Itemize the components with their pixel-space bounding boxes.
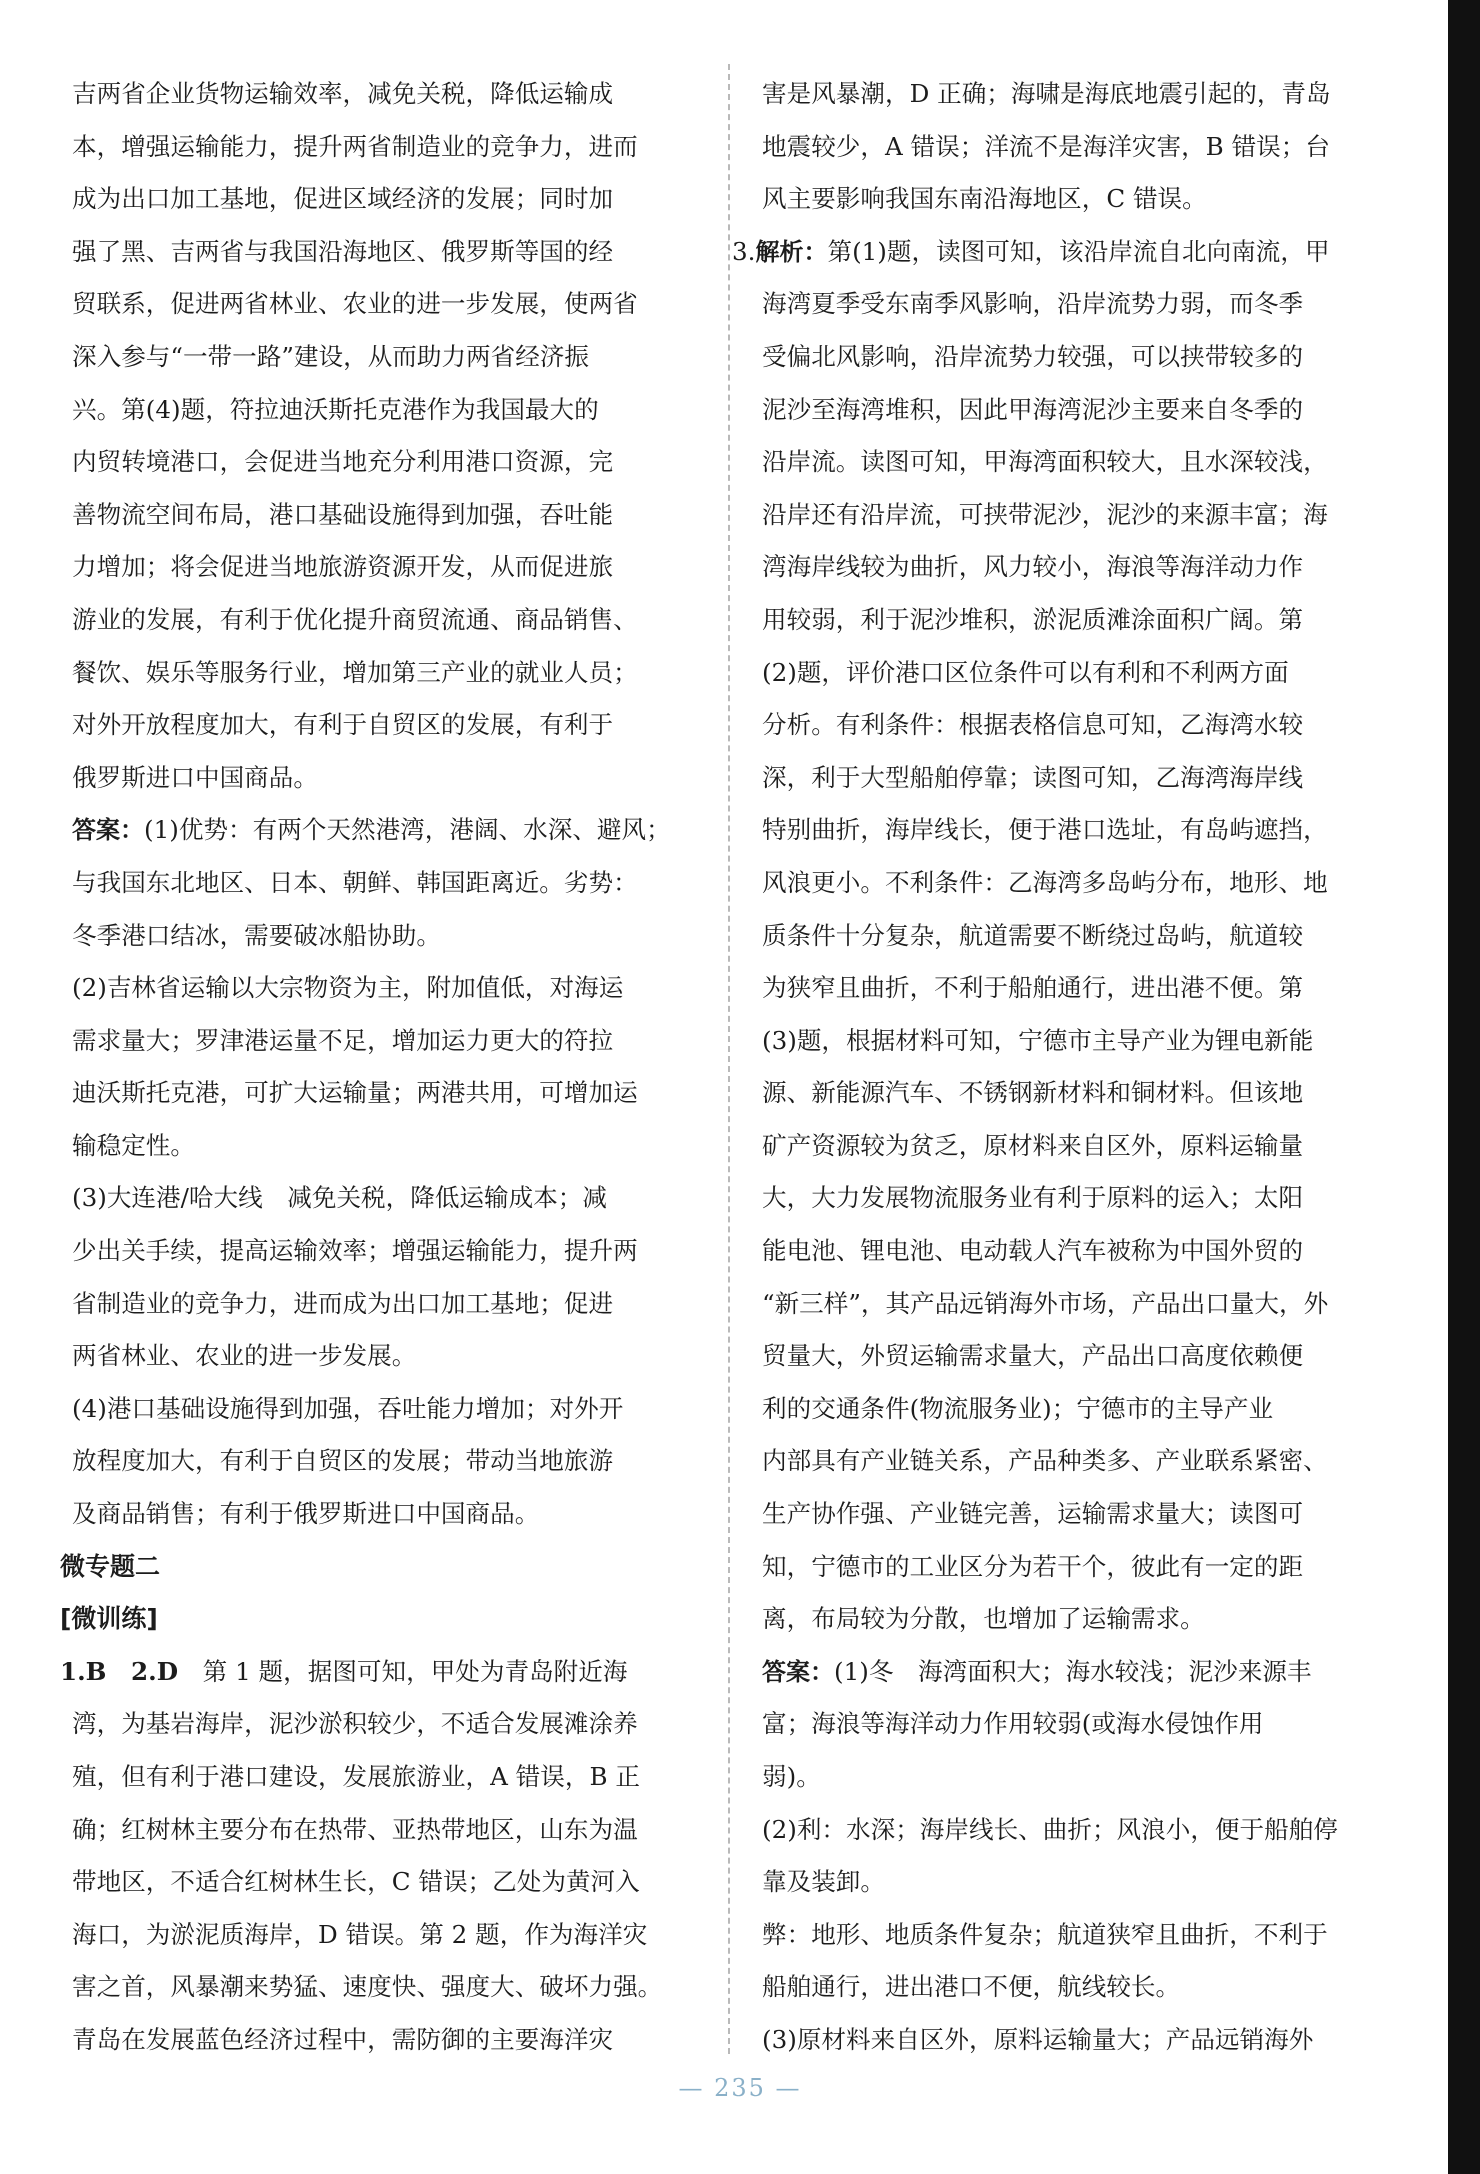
text-line: 贸量大，外贸运输需求量大，产品出口高度依赖便: [762, 1341, 1304, 1371]
text-line: 两省林业、农业的进一步发展。: [72, 1341, 417, 1371]
question-line: [60, 1646, 692, 1699]
text-line: 质条件十分复杂，航道需要不断绕过岛屿，航道较: [762, 920, 1304, 950]
text-line: 餐饮、娱乐等服务行业，增加第三产业的就业人员；: [72, 657, 638, 687]
text-line: 内贸转境港口，会促进当地充分利用港口资源，完: [72, 447, 614, 477]
text-line: 富；海浪等海洋动力作用较弱(或海水侵蚀作用: [762, 1709, 1264, 1739]
page-number-footer: [0, 2074, 1480, 2102]
text-line: 海湾夏季受东南季风影响，沿岸流势力弱，而冬季: [762, 289, 1304, 319]
right-column: [732, 68, 1378, 2067]
text-line: 沿岸流。读图可知，甲海湾面积较大，且水深较浅，: [762, 447, 1328, 477]
analysis-text: 第(1)题，读图可知，该沿岸流自北向南流，甲: [827, 236, 1330, 266]
text-line: (2)题，评价港口区位条件可以有利和不利两方面: [762, 657, 1289, 687]
text-line: 弱)。: [762, 1762, 821, 1791]
text-line: 强了黑、吉两省与我国沿海地区、俄罗斯等国的经: [72, 236, 614, 266]
text-line: 本，增强运输能力，提升两省制造业的竞争力，进而: [72, 131, 638, 161]
text-line: 特别曲折，海岸线长，便于港口选址，有岛屿遮挡，: [762, 815, 1328, 845]
text-line: (3)原材料来自区外，原料运输量大；产品远销海外: [762, 2024, 1314, 2054]
text-line: 分析。有利条件：根据表格信息可知，乙海湾水较: [762, 710, 1304, 740]
text-line: 殖，但有利于港口建设，发展旅游业，A 错误，B 正: [72, 1762, 640, 1791]
text-line: 省制造业的竞争力，进而成为出口加工基地；促进: [72, 1288, 614, 1318]
text-line: 地震较少，A 错误；洋流不是海洋灾害，B 错误；台: [762, 131, 1330, 161]
text-line: 游业的发展，有利于优化提升商贸流通、商品销售、: [72, 604, 638, 634]
text-line: 海口，为淤泥质海岸，D 错误。第 2 题，作为海洋灾: [72, 1919, 648, 1949]
text-line: 风浪更小。不利条件：乙海湾多岛屿分布，地形、地: [762, 867, 1328, 897]
text-line: 用较弱，利于泥沙堆积，淤泥质滩涂面积广阔。第: [762, 604, 1304, 634]
text-line: (3)大连港/哈大线 减免关税，降低运输成本；减: [72, 1183, 607, 1213]
text-line: 与我国东北地区、日本、朝鲜、韩国距离近。劣势：: [72, 867, 638, 897]
text-line: 放程度加大，有利于自贸区的发展；带动当地旅游: [72, 1446, 614, 1476]
analysis-label: 解析：: [755, 237, 828, 266]
text-line: (2)吉林省运输以大宗物资为主，附加值低，对海运: [72, 973, 624, 1003]
text-line: 成为出口加工基地，促进区域经济的发展；同时加: [72, 184, 614, 214]
text-line: (2)利：水深；海岸线长、曲折；风浪小，便于船舶停: [762, 1814, 1338, 1844]
left-column: [60, 68, 692, 2067]
text-line: 力增加；将会促进当地旅游资源开发，从而促进旅: [72, 552, 614, 582]
page-dash-left: —: [678, 2074, 705, 2102]
text-line: 受偏北风影响，沿岸流势力较强，可以挟带较多的: [762, 341, 1304, 371]
text-line: 知，宁德市的工业区分为若干个，彼此有一定的距: [762, 1551, 1304, 1581]
scan-edge-border: [1448, 0, 1480, 2174]
text-line: 害之首，风暴潮来势猛、速度快、强度大、破坏力强。: [72, 1972, 663, 2002]
answer-text: (1)冬 海湾面积大；海水较浅；泥沙来源丰: [834, 1656, 1312, 1686]
answer-text: (1)优势：有两个天然港湾，港阔、水深、避风；: [144, 815, 671, 845]
text-line: 贸联系，促进两省林业、农业的进一步发展，使两省: [72, 289, 638, 319]
text-line: 弊：地形、地质条件复杂；航道狭窄且曲折，不利于: [762, 1919, 1328, 1949]
text-line: 矿产资源较为贫乏，原材料来自区外，原料运输量: [762, 1130, 1304, 1160]
text-line: 带地区，不适合红树林生长，C 错误；乙处为黄河入: [72, 1867, 640, 1897]
text-line: 能电池、锂电池、电动载人汽车被称为中国外贸的: [762, 1236, 1304, 1266]
text-line: 确；红树林主要分布在热带、亚热带地区，山东为温: [72, 1814, 638, 1844]
text-line: 青岛在发展蓝色经济过程中，需防御的主要海洋灾: [72, 2024, 614, 2054]
text-line: 少出关手续，提高运输效率；增强运输能力，提升两: [72, 1236, 638, 1266]
text-line: 吉两省企业货物运输效率，减免关税，降低运输成: [72, 79, 614, 108]
text-line: 船舶通行，进出港口不便，航线较长。: [762, 1972, 1181, 2002]
answer-label: 答案：: [762, 1657, 834, 1686]
answer-label: 答案：: [72, 816, 144, 845]
text-line: 风主要影响我国东南沿海地区，C 错误。: [762, 184, 1207, 214]
text-line: 兴。第(4)题，符拉迪沃斯托克港作为我国最大的: [72, 394, 599, 424]
text-line: 需求量大；罗津港运量不足，增加运力更大的符拉: [72, 1025, 614, 1055]
text-line: 湾海岸线较为曲折，风力较小，海浪等海洋动力作: [762, 552, 1304, 582]
page-number: 235: [714, 2074, 766, 2102]
text-line: 俄罗斯进口中国商品。: [72, 762, 318, 792]
text-line: 大，大力发展物流服务业有利于原料的运入；太阳: [762, 1183, 1304, 1213]
text-line: 靠及装卸。: [762, 1867, 885, 1897]
text-line: 源、新能源汽车、不锈钢新材料和铜材料。但该地: [762, 1078, 1304, 1108]
text-line: 利的交通条件(物流服务业)；宁德市的主导产业: [762, 1393, 1274, 1423]
text-line: 湾，为基岩海岸，泥沙淤积较少，不适合发展滩涂养: [72, 1709, 638, 1739]
text-line: 为狭窄且曲折，不利于船舶通行，进出港不便。第: [762, 973, 1304, 1003]
text-line: 生产协作强、产业链完善，运输需求量大；读图可: [762, 1499, 1304, 1529]
text-line: 及商品销售；有利于俄罗斯进口中国商品。: [72, 1499, 540, 1529]
text-line: (4)港口基础设施得到加强，吞吐能力增加；对外开: [72, 1393, 624, 1423]
text-line: 内部具有产业链关系，产品种类多、产业联系紧密、: [762, 1446, 1328, 1476]
answer-line: [72, 804, 692, 857]
column-divider: [728, 64, 730, 2054]
question-text: 第 1 题，据图可知，甲处为青岛附近海: [178, 1656, 628, 1686]
text-line: 深，利于大型船舶停靠；读图可知，乙海湾海岸线: [762, 762, 1304, 792]
text-line: “新三样”，其产品远销海外市场，产品出口量大，外: [762, 1288, 1329, 1318]
text-line: 迪沃斯托克港，可扩大运输量；两港共用，可增加运: [72, 1078, 638, 1108]
drill-label: [微训练]: [60, 1604, 158, 1634]
text-line: 对外开放程度加大，有利于自贸区的发展，有利于: [72, 710, 614, 740]
question-numbers: 1.B 2.D: [60, 1656, 179, 1686]
text-line: 输稳定性。: [72, 1130, 195, 1160]
question-number: 3.: [732, 236, 756, 266]
text-line: 善物流空间布局，港口基础设施得到加强，吞吐能: [72, 499, 614, 529]
page-dash-right: —: [775, 2074, 802, 2102]
text-line: 害是风暴潮，D 正确；海啸是海底地震引起的，青岛: [762, 79, 1331, 108]
text-line: 深入参与“一带一路”建设，从而助力两省经济振: [72, 341, 590, 371]
answer-line: [762, 1646, 1378, 1699]
text-line: 冬季港口结冰，需要破冰船协助。: [72, 920, 441, 950]
text-line: 泥沙至海湾堆积，因此甲海湾泥沙主要来自冬季的: [762, 394, 1304, 424]
text-line: (3)题，根据材料可知，宁德市主导产业为锂电新能: [762, 1025, 1314, 1055]
question-line: [732, 226, 1378, 279]
text-line: 沿岸还有沿岸流，可挟带泥沙，泥沙的来源丰富；海: [762, 499, 1328, 529]
text-line: 离，布局较为分散，也增加了运输需求。: [762, 1604, 1205, 1634]
section-title: 微专题二: [60, 1551, 161, 1581]
